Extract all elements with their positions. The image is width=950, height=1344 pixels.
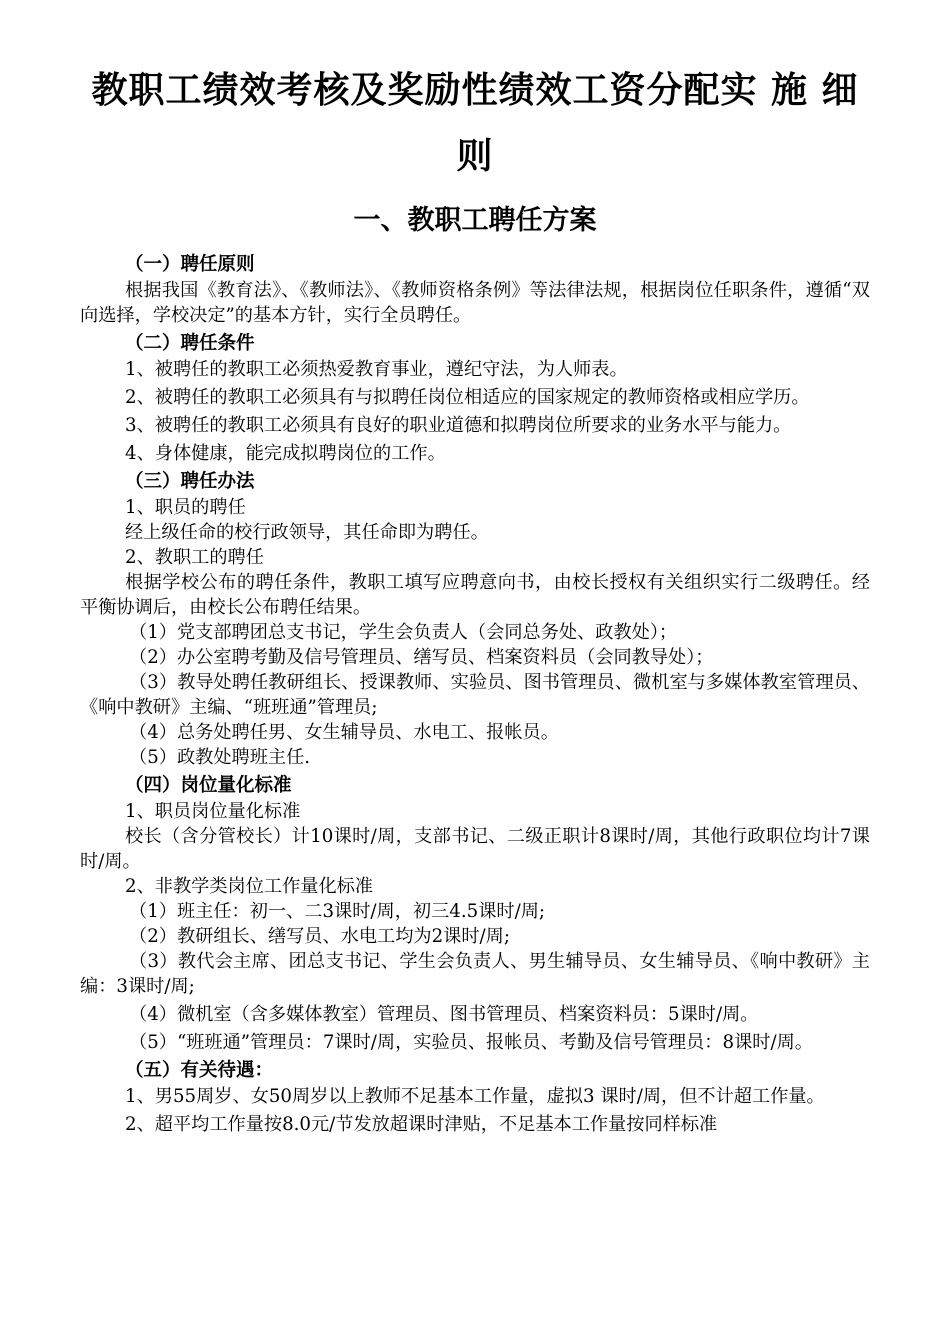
body-paragraph: 1、男55周岁、女50周岁以上教师不足基本工作量，虚拟3 课时/周，但不计超工作量。 (125, 1086, 825, 1107)
sub-item-paragraph: （5）“班班通”管理员：7课时/周，实验员、报帐员、考勤及信号管理员：8课时/周。 (129, 1032, 813, 1053)
body-paragraph: 1、职员岗位量化标准 (125, 801, 301, 822)
section-heading: （二）聘任条件 (125, 333, 255, 354)
body-paragraph: 2、超平均工作量按8.0元/节发放超课时津贴，不足基本工作量按同样标准 (125, 1114, 718, 1135)
sub-item-paragraph: （4）总务处聘任男、女生辅导员、水电工、报帐员。 (129, 722, 559, 743)
section-heading: （三）聘任办法 (125, 471, 255, 492)
body-paragraph: 1、被聘任的教职工必须热爱教育事业，遵纪守法，为人师表。 (125, 359, 628, 380)
sub-item-paragraph: （2）办公室聘考勤及信号管理员、缮写员、档案资料员（会同教导处）； (129, 647, 714, 668)
sub-item-paragraph: （2）教研组长、缮写员、水电工均为2课时/周; (129, 926, 510, 947)
sub-item-paragraph: （3）教代会主席、团总支书记、学生会负责人、男生辅导员、女生辅导员、《响中教研》主编：3课时/周; (80, 951, 870, 997)
body-paragraph: 根据学校公布的聘任条件，教职工填写应聘意向书，由校长授权有关组织实行二级聘任。经平衡协调后，由校长公布聘任结果。 (80, 572, 870, 618)
document-title-line1: 教职工绩效考核及奖励性绩效工资分配实 施 细 (91, 70, 859, 111)
sub-item-paragraph: （4）微机室（含多媒体教室）管理员、图书管理员、档案资料员：5课时/周。 (129, 1004, 759, 1025)
section-heading: （五）有关待遇： (125, 1060, 274, 1081)
section-heading: （一）聘任原则 (125, 254, 255, 275)
sub-item-paragraph: （1）班主任：初一、二3课时/周，初三4.5课时/周; (129, 901, 546, 922)
sub-item-paragraph: （5）政教处聘班主任. (129, 747, 311, 768)
document-title-line2: 则 (456, 136, 494, 177)
body-paragraph: 1、职员的聘任 (125, 497, 246, 518)
section-heading: （四）岗位量化标准 (125, 775, 292, 796)
body-paragraph: 根据我国《教育法》、《教师法》、《教师资格条例》等法律法规，根据岗位任职条件，遵循“双向选择，学校决定”的基本方针，实行全员聘任。 (80, 280, 870, 326)
body-paragraph: 经上级任命的校行政领导，其任命即为聘任。 (125, 522, 489, 543)
sub-item-paragraph: （1）党支部聘团总支书记，学生会负责人（会同总务处、政教处）； (129, 622, 678, 643)
body-paragraph: 3、被聘任的教职工必须具有良好的职业道德和拟聘岗位所要求的业务水平与能力。 (125, 415, 792, 436)
body-paragraph: 4、身体健康，能完成拟聘岗位的工作。 (125, 443, 446, 464)
sub-item-paragraph: （3）教导处聘任教研组长、授课教师、实验员、图书管理员、微机室与多媒体教室管理员、《响中教研》主编、“班班通”管理员; (80, 672, 870, 718)
body-paragraph: 校长（含分管校长）计10课时/周，支部书记、二级正职计8课时/周，其他行政职位均计7课时/周。 (80, 826, 870, 872)
document-body (80, 252, 870, 1137)
body-paragraph: 2、被聘任的教职工必须具有与拟聘任岗位相适应的国家规定的教师资格或相应学历。 (125, 387, 810, 408)
body-paragraph: 2、非教学类岗位工作量化标准 (125, 876, 374, 897)
section-title: 一、教职工聘任方案 (353, 205, 597, 236)
body-paragraph: 2、教职工的聘任 (125, 547, 264, 568)
